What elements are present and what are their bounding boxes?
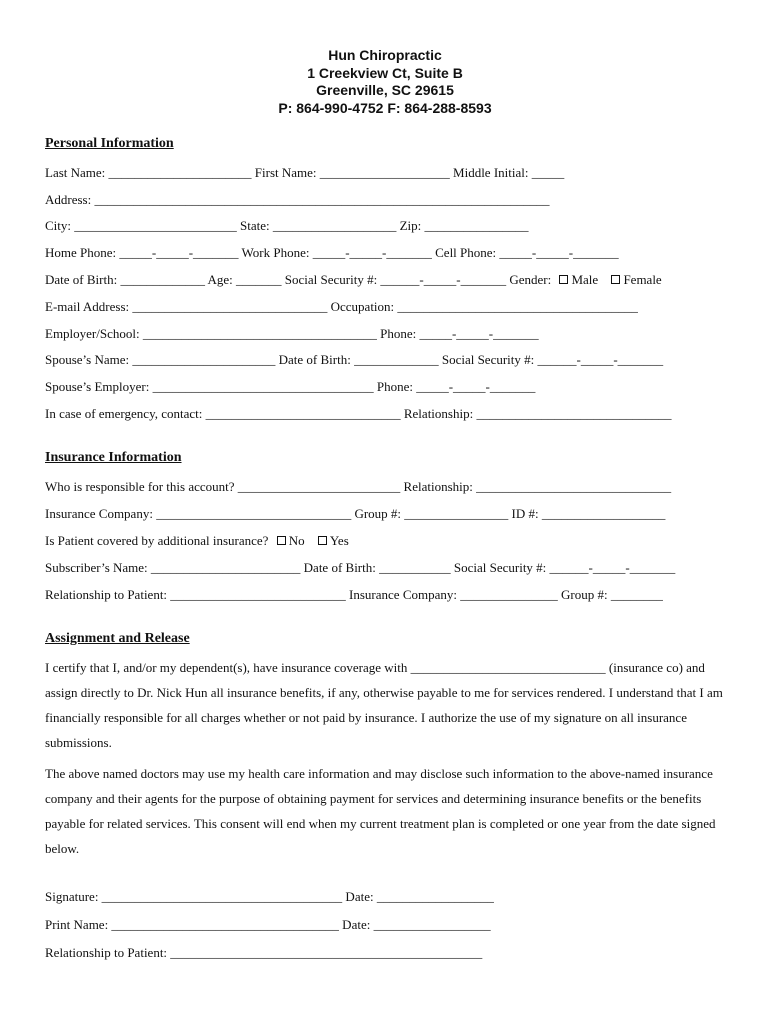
employer-phone-fields[interactable]: Employer/School: ____________________________________ Phone: _____-_____-_______ xyxy=(45,326,539,341)
assignment-text-1[interactable]: I certify that I, and/or my dependent(s), have insurance coverage with ______________________________ (insurance co) and assign directly to Dr. Nick Hun all insurance benefits, if any, otherwise payable to me for services rendered. I understand that I am financially responsible for all charges whether or not paid by insurance. I authorize the use of my signature on all insurance submissions. xyxy=(45,660,723,750)
insurance-company-fields[interactable]: Insurance Company: ______________________________ Group #: ________________ ID #: ___________________ xyxy=(45,506,666,521)
gender-male-label: Male xyxy=(571,272,599,287)
spouse-fields[interactable]: Spouse’s Name: ______________________ Date of Birth: _____________ Social Security #: ______-_____-_______ xyxy=(45,352,664,367)
gender-female-checkbox[interactable] xyxy=(611,275,620,284)
additional-insurance-yes-label: Yes xyxy=(329,533,349,548)
practice-name: Hun Chiropractic xyxy=(328,47,442,63)
emergency-contact-fields[interactable]: In case of emergency, contact: ______________________________ Relationship: ______________________________ xyxy=(45,406,672,421)
gender-female-label: Female xyxy=(623,272,662,287)
assignment-text-2: The above named doctors may use my health care information and may disclose such information to the above-named insurance company and their agents for the purpose of obtaining payment for services and determining insurance benefits or the benefits payable for related services. This consent will end when my current treatment plan is completed or one year from the date signed below. xyxy=(45,766,716,856)
address-field[interactable]: Address: ______________________________________________________________________ xyxy=(45,192,550,207)
practice-address-line1: 1 Creekview Ct, Suite B xyxy=(307,64,463,81)
additional-insurance-no-label: No xyxy=(288,533,305,548)
additional-insurance-yes-checkbox[interactable] xyxy=(318,536,327,545)
practice-phones: P: 864-990-4752 F: 864-288-8593 xyxy=(278,99,492,116)
print-name-fields[interactable]: Print Name: ___________________________________ Date: __________________ xyxy=(45,917,491,932)
gender-male-checkbox[interactable] xyxy=(559,275,568,284)
assignment-paragraph-2 xyxy=(45,761,735,861)
additional-insurance-no-checkbox[interactable] xyxy=(277,536,286,545)
city-state-zip-fields[interactable]: City: _________________________ State: ___________________ Zip: ________________ xyxy=(45,218,529,233)
additional-insurance-row xyxy=(45,533,349,549)
practice-address-line2: Greenville, SC 29615 xyxy=(316,82,454,98)
responsible-party-fields[interactable]: Who is responsible for this account? _________________________ Relationship: ______________________________ xyxy=(45,479,672,494)
assignment-paragraph-1 xyxy=(45,655,735,755)
phone-fields[interactable]: Home Phone: _____-_____-_______ Work Phone: _____-_____-_______ Cell Phone: _____-_____-_______ xyxy=(45,245,619,260)
spouse-employer-fields[interactable]: Spouse’s Employer: __________________________________ Phone: _____-_____-_______ xyxy=(45,379,536,394)
name-fields[interactable]: Last Name: ______________________ First Name: ____________________ Middle Initial: _____ xyxy=(45,165,565,180)
practice-header xyxy=(0,47,770,117)
additional-insurance-question: Is Patient covered by additional insurance? xyxy=(45,533,269,548)
personal-info-heading: Personal Information xyxy=(45,136,174,151)
email-occupation-fields[interactable]: E-mail Address: ______________________________ Occupation: _____________________________________ xyxy=(45,299,638,314)
subscriber-relationship-fields[interactable]: Relationship to Patient: ___________________________ Insurance Company: _______________ Group #: ________ xyxy=(45,587,663,602)
subscriber-fields[interactable]: Subscriber’s Name: _______________________ Date of Birth: ___________ Social Security #: ______-_____-_______ xyxy=(45,560,676,575)
dob-age-ssn-fields[interactable]: Date of Birth: _____________ Age: _______ Social Security #: ______-_____-_______ Gender: xyxy=(45,272,552,287)
signature-relationship-field[interactable]: Relationship to Patient: ________________________________________________ xyxy=(45,945,483,960)
signature-fields[interactable]: Signature: _____________________________________ Date: __________________ xyxy=(45,889,494,904)
insurance-info-heading: Insurance Information xyxy=(45,450,182,465)
assignment-heading: Assignment and Release xyxy=(45,631,190,646)
dob-age-ssn-gender-row xyxy=(45,272,662,288)
